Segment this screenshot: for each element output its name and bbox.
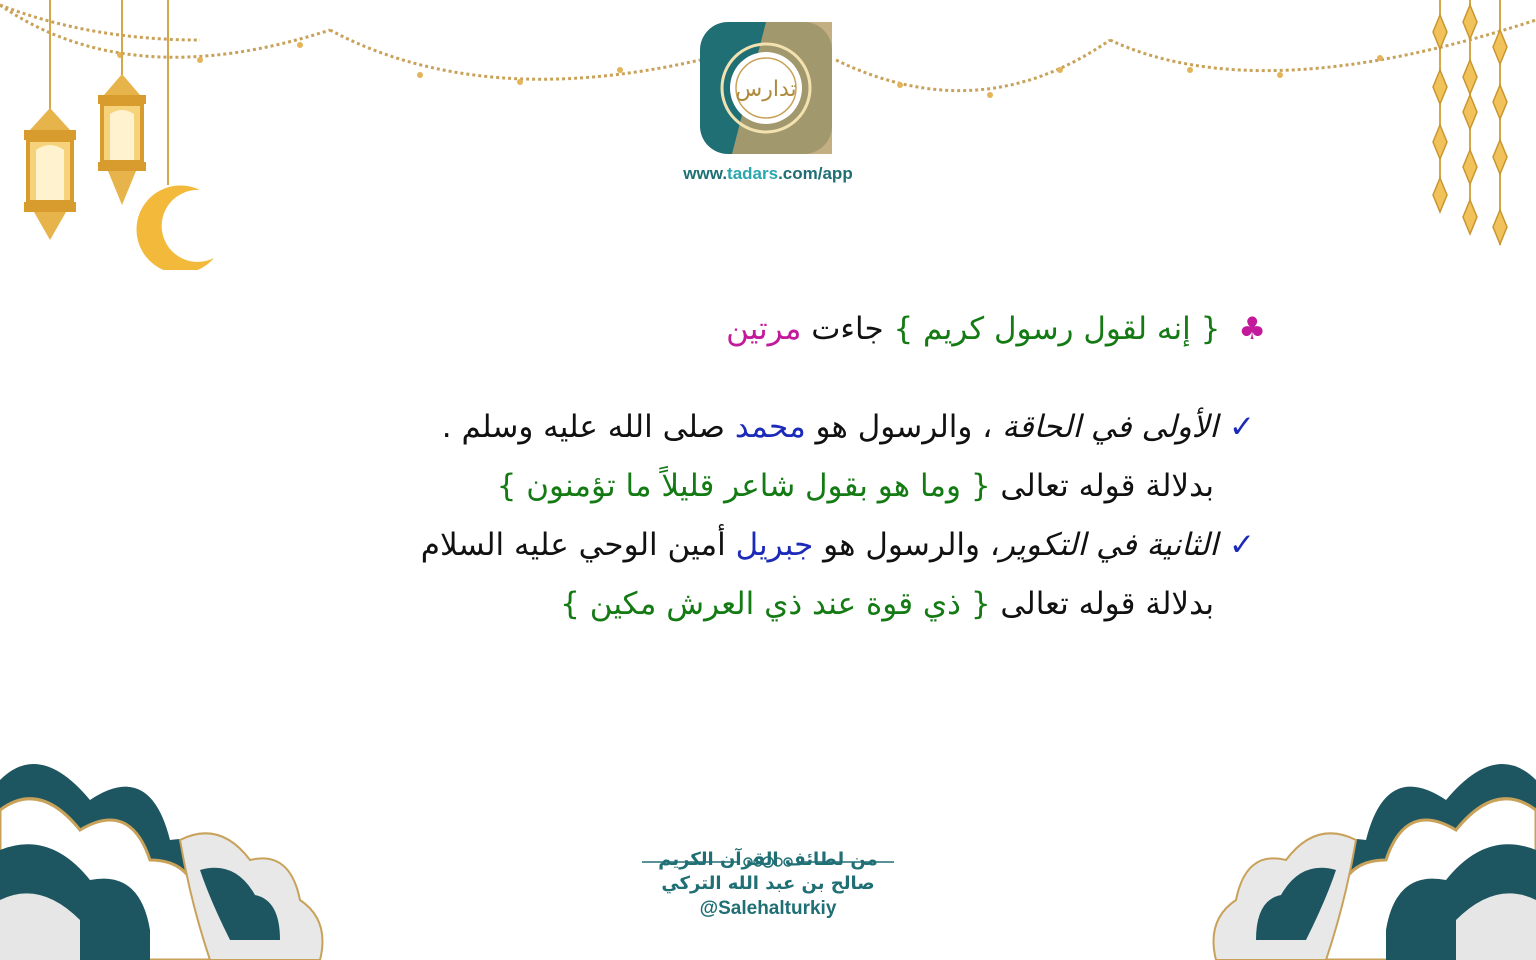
lesson-content	[266, 300, 1266, 634]
evidence-verse: { وما هو بقول شاعر قليلاً ما تؤمنون }	[496, 468, 991, 504]
evidence-verse: { ذي قوة عند ذي العرش مكين }	[560, 586, 991, 622]
mandala-right-icon	[1214, 764, 1536, 960]
hanging-diamonds-icon	[1433, 0, 1507, 245]
footer-author: صالح بن عبد الله التركي	[661, 873, 875, 894]
heading-line	[266, 300, 1266, 359]
evidence-line	[266, 575, 1266, 634]
crescent-icon	[137, 0, 214, 270]
footer-handle-link[interactable]: @Salehalturkiy	[699, 898, 837, 919]
item-text-b: صلى الله عليه وسلم .	[441, 409, 725, 445]
item-name: جبريل	[735, 527, 814, 563]
garland-left	[0, 5, 700, 79]
site-url-domain: tadars	[727, 164, 779, 183]
list-item	[266, 398, 1266, 457]
item-text-b: أمين الوحي عليه السلام	[420, 527, 726, 563]
site-url-prefix: www.	[683, 164, 728, 183]
app-logo	[696, 18, 836, 158]
garland-right	[836, 20, 1536, 91]
checkmark-icon: ✓	[1229, 409, 1255, 445]
heading-text: جاءت	[811, 311, 884, 347]
site-url-link[interactable]	[0, 164, 1536, 184]
heading-emphasis: مرتين	[726, 311, 802, 347]
evidence-line	[266, 457, 1266, 516]
club-suit-icon: ♣	[1238, 311, 1266, 347]
evidence-prefix: بدلالة قوله تعالى	[1000, 586, 1214, 622]
site-url-suffix: .com/app	[778, 164, 853, 183]
item-text-a: ، والرسول هو	[815, 409, 993, 445]
heading-verse: { إنه لقول رسول كريم }	[893, 311, 1221, 347]
evidence-prefix: بدلالة قوله تعالى	[1000, 468, 1214, 504]
checkmark-icon: ✓	[1229, 527, 1255, 563]
lantern-icon	[24, 0, 76, 240]
item-text-a: ، والرسول هو	[823, 527, 1000, 563]
logo-calligraphy: تدارس	[735, 77, 797, 102]
list-item	[266, 516, 1266, 575]
footer-credits	[600, 848, 936, 922]
item-name: محمد	[734, 409, 806, 445]
item-label: الثانية في التكوير	[999, 527, 1218, 563]
mandala-left-icon	[0, 764, 323, 960]
footer-series-title: من لطائف القرآن الكريم	[658, 849, 878, 870]
item-label: الأولى في الحاقة	[1002, 409, 1218, 445]
